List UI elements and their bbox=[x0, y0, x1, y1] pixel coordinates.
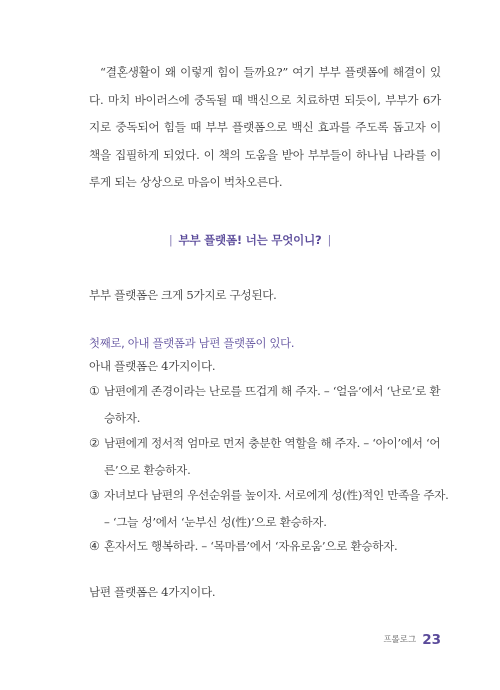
heading-bar-left: | bbox=[168, 233, 173, 247]
page-number: 23 bbox=[422, 632, 441, 648]
chapter-label: 프롤로그 bbox=[383, 635, 417, 645]
heading-bar-right: | bbox=[327, 233, 332, 247]
intro-text: “결혼생활이 왜 이렇게 힘이 들까요?” 여기 부부 플랫폼에 해결이 있다. 마치 바이러스에 중독될 때 백신으로 치료하면 되듯이, 부부가 6가지로 중독되어 힘들 때 부부 플랫폼으로 백신 효과를 주도록 돕고자 이 책을 집필하게 되었다. 이 책의 도움을 받아 부부들이 하나님 나라를 이루게 되는 상상으로 마음이 벅차오른다. bbox=[89, 65, 441, 189]
item-number: ② bbox=[89, 436, 100, 450]
wife-platform-intro: 아내 플랫폼은 4가지이다. bbox=[89, 359, 216, 373]
item-text: 자녀보다 남편의 우선순위를 높이자. 서로에게 성(性)적인 만족을 주자. – ‘그늘 성’에서 ‘눈부신 성(性)’으로 환승하자. bbox=[104, 488, 449, 529]
item-text: 남편에게 정서적 엄마로 먼저 충분한 역할을 해 주자. – ‘아이’에서 ‘어른’으로 환승하자. bbox=[104, 436, 441, 477]
item-number: ④ bbox=[89, 539, 100, 553]
item-number: ③ bbox=[89, 488, 100, 502]
overview-line: 부부 플랫폼은 크게 5가지로 구성된다. bbox=[89, 288, 277, 302]
section-title: 부부 플랫폼! 너는 무엇이니? bbox=[178, 233, 322, 247]
section-heading bbox=[0, 232, 500, 248]
item-number: ① bbox=[89, 384, 100, 398]
item-text: 남편에게 존경이라는 난로를 뜨겁게 해 주자. – ‘얼음’에서 ‘난로’로 환승하자. bbox=[104, 384, 441, 425]
first-heading: 첫째로, 아내 플랫폼과 남편 플랫폼이 있다. bbox=[89, 336, 295, 350]
intro-paragraph bbox=[89, 59, 441, 197]
page-footer bbox=[383, 629, 441, 648]
husband-platform-intro: 남편 플랫폼은 4가지이다. bbox=[89, 585, 216, 599]
item-text: 혼자서도 행복하라. – ‘목마름’에서 ‘자유로움’으로 환승하자. bbox=[104, 539, 398, 553]
